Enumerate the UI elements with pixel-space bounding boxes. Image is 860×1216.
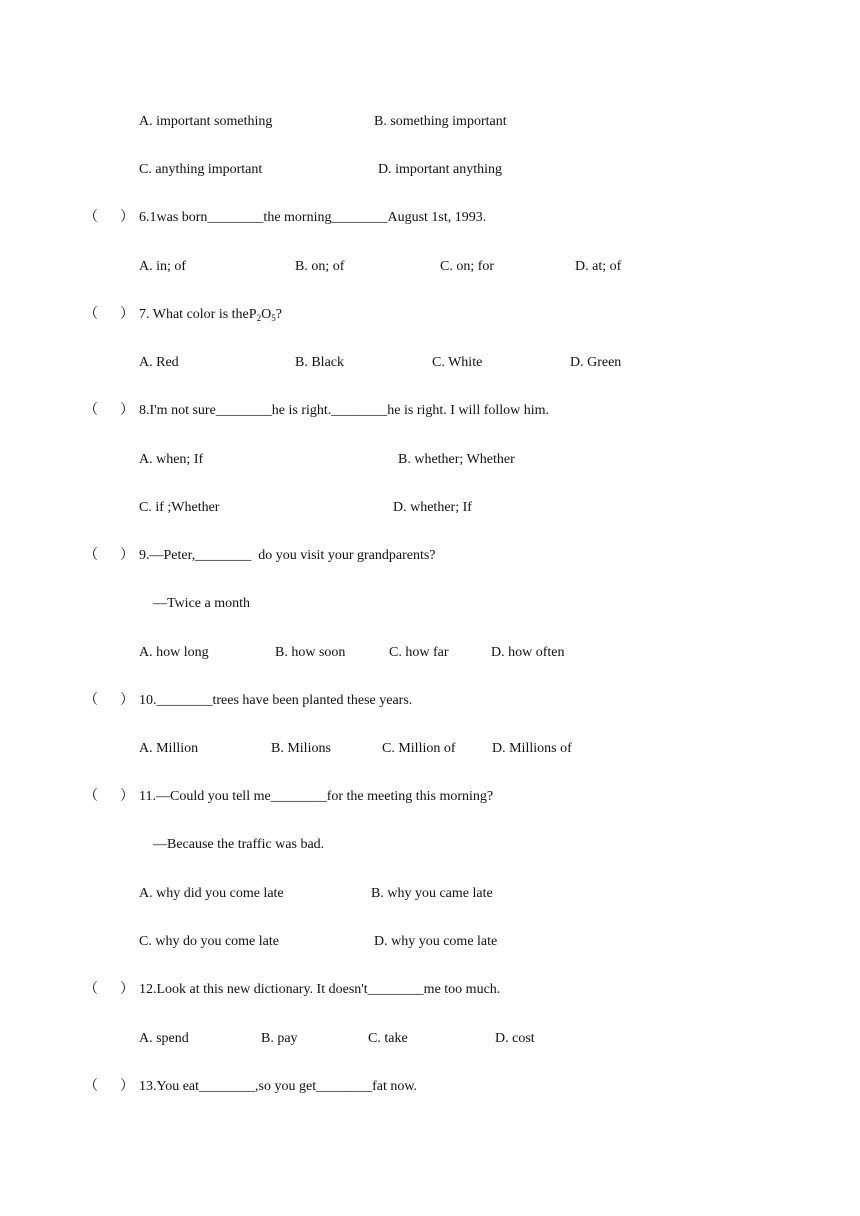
answer-paren-close: ） bbox=[120, 210, 134, 225]
q12-option-a: A. spend bbox=[139, 1031, 189, 1046]
q10-option-d: D. Millions of bbox=[492, 741, 572, 756]
q13-stem: 13.You eat________,so you get________fat now. bbox=[139, 1079, 418, 1094]
q11-stem: 11.—Could you tell me________for the meeting this morning? bbox=[139, 789, 494, 804]
q6-option-c: C. on; for bbox=[440, 259, 495, 274]
q10-stem: 10.________trees have been planted these years. bbox=[139, 693, 413, 708]
answer-paren-open: （ bbox=[84, 789, 98, 804]
q7-subscript-2: 5 bbox=[271, 313, 276, 323]
q9-option-a: A. how long bbox=[139, 645, 209, 660]
q7-stem bbox=[139, 306, 282, 324]
q9-stem: 9.—Peter,________ do you visit your grandparents? bbox=[139, 548, 436, 563]
answer-paren-close: ） bbox=[120, 982, 134, 997]
q10-option-c: C. Million of bbox=[382, 741, 456, 756]
q12-option-b: B. pay bbox=[261, 1031, 298, 1046]
q5-option-a: A. important something bbox=[139, 114, 273, 129]
q7-option-b: B. Black bbox=[295, 355, 344, 370]
q7-stem-prefix: 7. What color is theP bbox=[139, 307, 257, 322]
q7-subscript-1: 2 bbox=[256, 313, 262, 323]
q11-option-d: D. why you come late bbox=[374, 934, 498, 949]
q11-reply: —Because the traffic was bad. bbox=[153, 837, 325, 852]
q8-option-a: A. when; If bbox=[139, 452, 204, 467]
q8-option-b: B. whether; Whether bbox=[398, 452, 515, 467]
q5-option-d: D. important anything bbox=[378, 162, 503, 177]
q11-option-b: B. why you came late bbox=[371, 886, 493, 901]
q7-option-d: D. Green bbox=[570, 355, 622, 370]
answer-paren-close: ） bbox=[120, 307, 134, 322]
q12-stem: 12.Look at this new dictionary. It doesn't________me too much. bbox=[139, 982, 501, 997]
q7-option-c: C. White bbox=[432, 355, 483, 370]
q11-option-c: C. why do you come late bbox=[139, 934, 279, 949]
q6-stem: 6.1was born________the morning________August 1st, 1993. bbox=[139, 210, 487, 225]
q9-reply: —Twice a month bbox=[153, 596, 250, 611]
answer-paren-close: ） bbox=[120, 403, 134, 418]
q12-option-d: D. cost bbox=[495, 1031, 535, 1046]
q12-option-c: C. take bbox=[368, 1031, 408, 1046]
q7-stem-suffix: ? bbox=[275, 307, 282, 322]
answer-paren-open: （ bbox=[84, 307, 98, 322]
q10-option-b: B. Milions bbox=[271, 741, 331, 756]
q7-stem-mid: O bbox=[261, 307, 272, 322]
answer-paren-open: （ bbox=[84, 210, 98, 225]
answer-paren-close: ） bbox=[120, 1079, 134, 1094]
q9-option-c: C. how far bbox=[389, 645, 449, 660]
q9-option-b: B. how soon bbox=[275, 645, 346, 660]
answer-paren-open: （ bbox=[84, 693, 98, 708]
q8-option-c: C. if ;Whether bbox=[139, 500, 220, 515]
q5-option-b: B. something important bbox=[374, 114, 507, 129]
answer-paren-open: （ bbox=[84, 403, 98, 418]
answer-paren-close: ） bbox=[120, 548, 134, 563]
q7-option-a: A. Red bbox=[139, 355, 179, 370]
answer-paren-close: ） bbox=[120, 693, 134, 708]
q10-option-a: A. Million bbox=[139, 741, 199, 756]
q9-option-d: D. how often bbox=[491, 645, 565, 660]
q11-option-a: A. why did you come late bbox=[139, 886, 284, 901]
answer-paren-open: （ bbox=[84, 982, 98, 997]
q8-stem: 8.I'm not sure________he is right.________he is right. I will follow him. bbox=[139, 403, 550, 418]
q8-option-d: D. whether; If bbox=[393, 500, 472, 515]
q5-option-c: C. anything important bbox=[139, 162, 263, 177]
q6-option-b: B. on; of bbox=[295, 259, 345, 274]
answer-paren-open: （ bbox=[84, 1079, 98, 1094]
answer-paren-open: （ bbox=[84, 548, 98, 563]
answer-paren-close: ） bbox=[120, 789, 134, 804]
q6-option-d: D. at; of bbox=[575, 259, 622, 274]
q6-option-a: A. in; of bbox=[139, 259, 187, 274]
